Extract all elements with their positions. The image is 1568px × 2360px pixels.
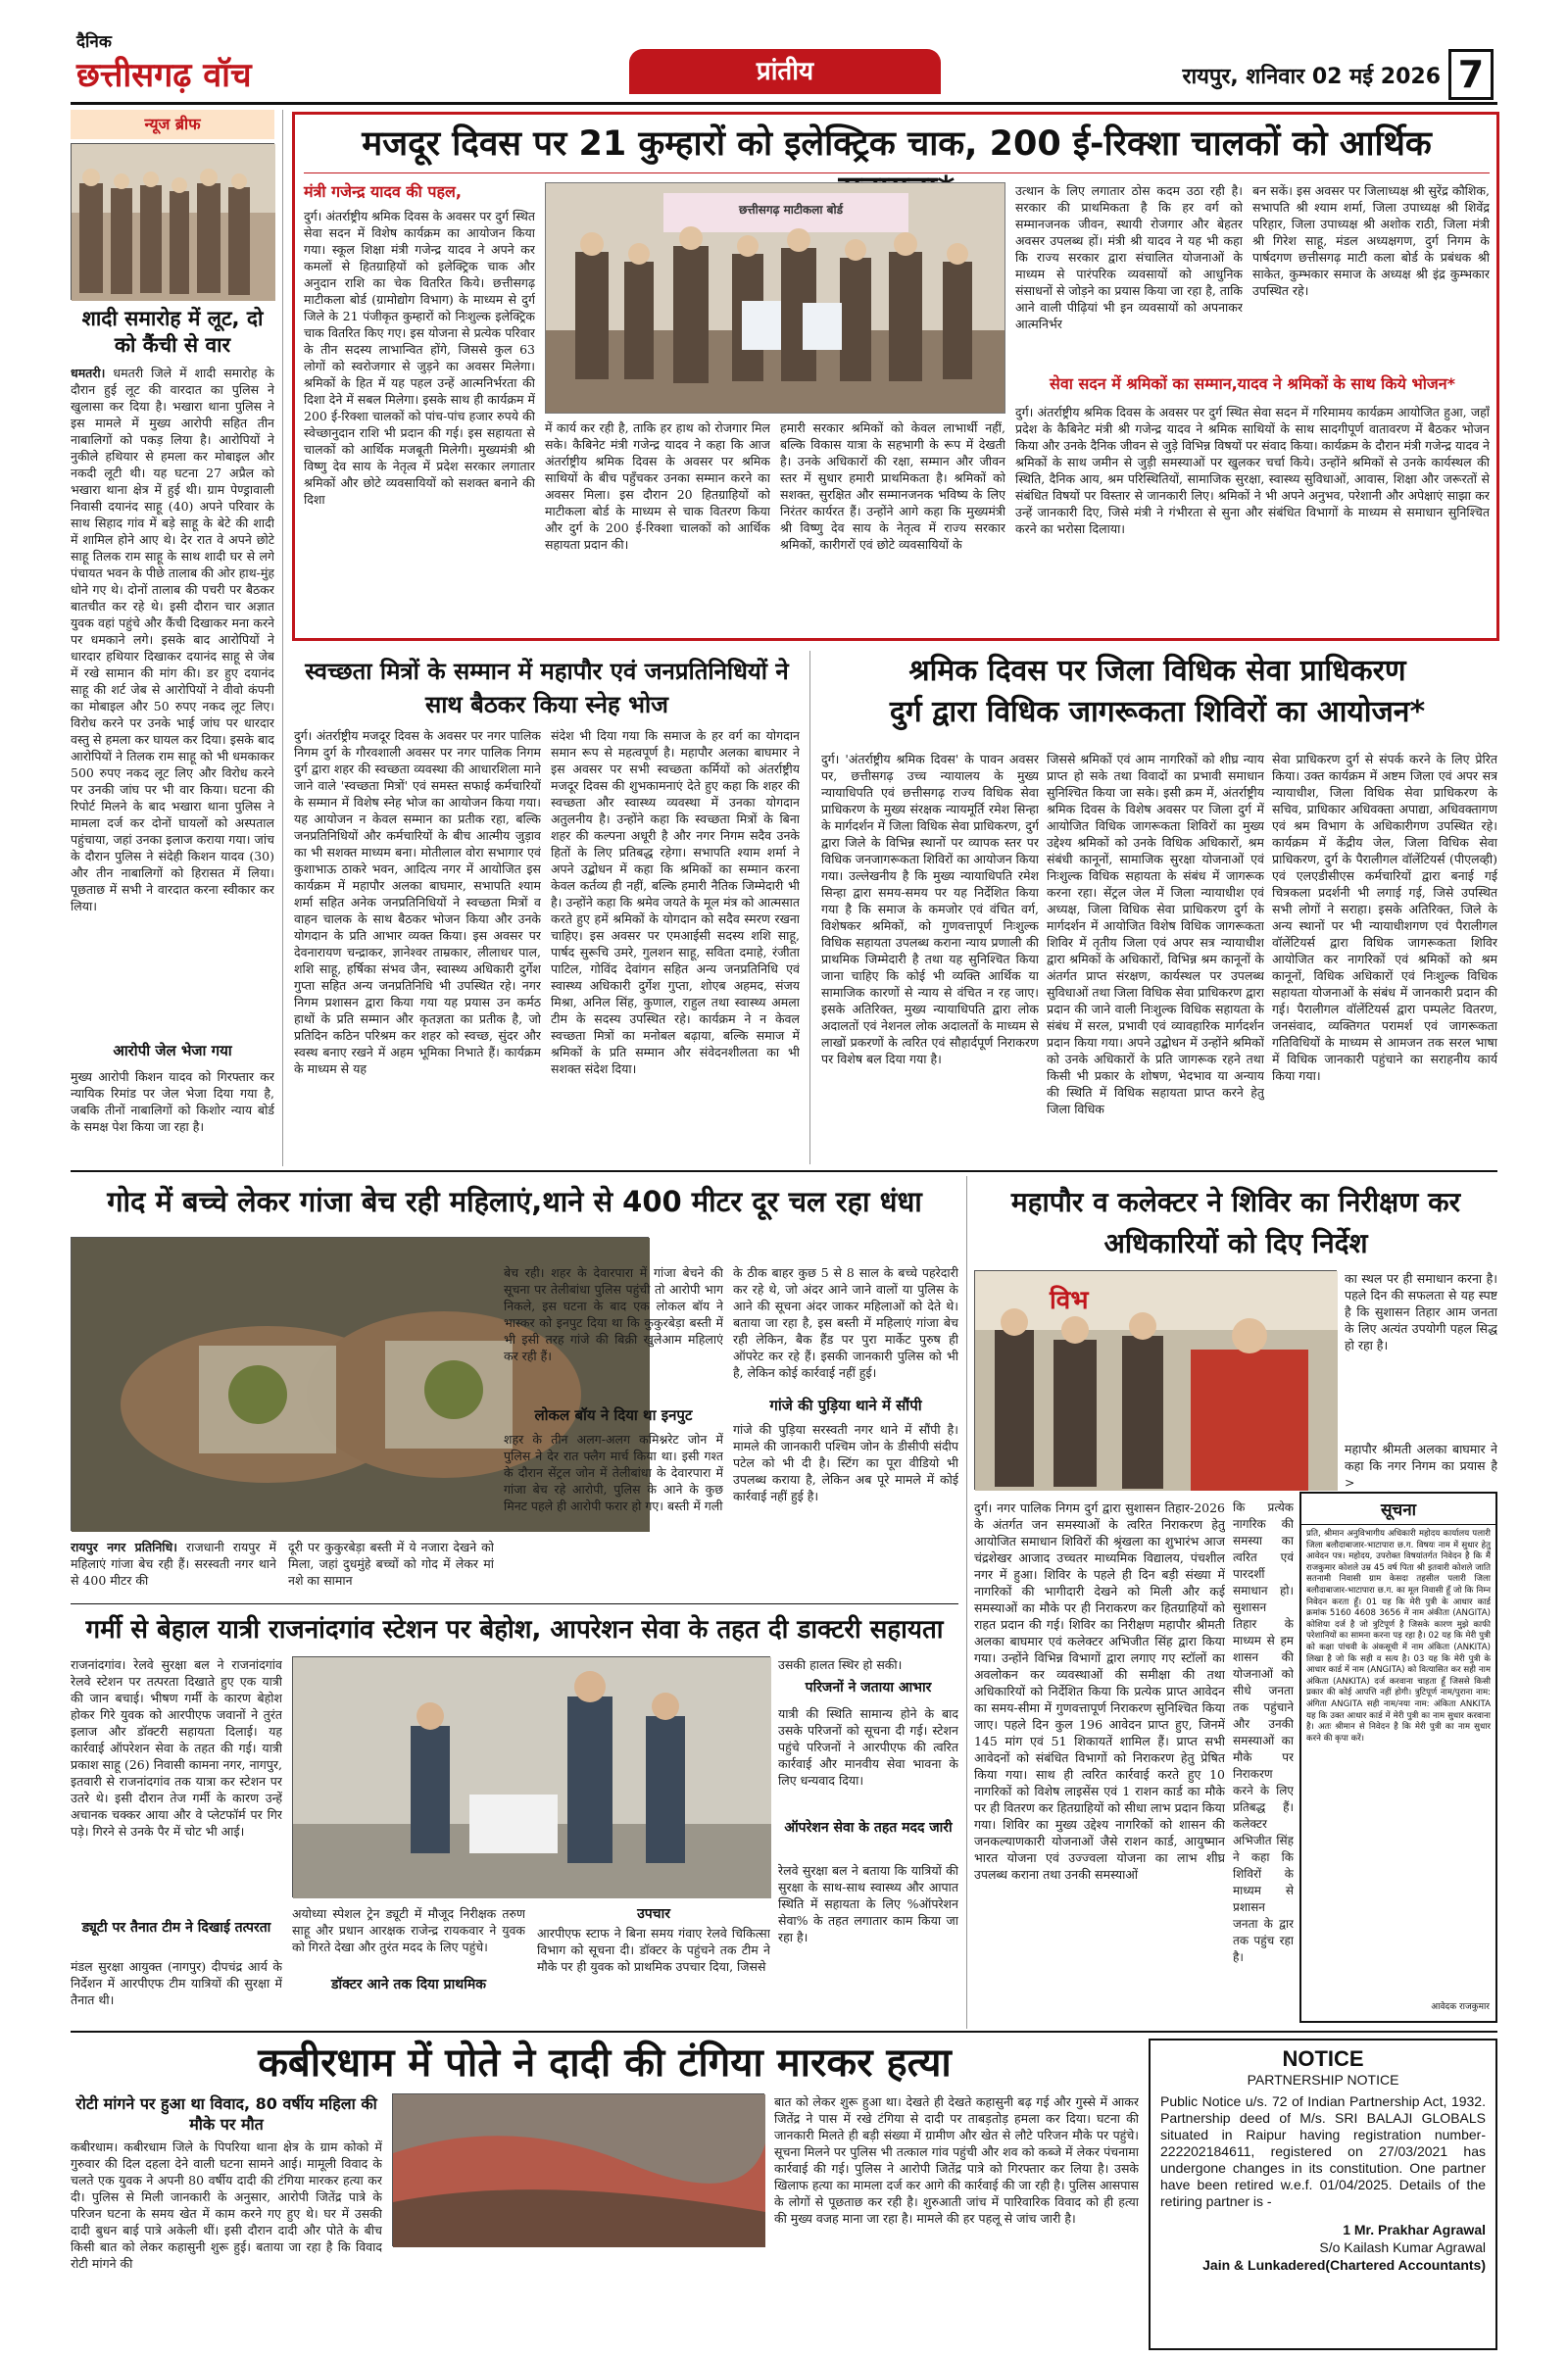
section-tab: प्रांतीय xyxy=(629,49,941,94)
suchna-signature: आवेदक राजकुमार xyxy=(1431,2002,1490,2012)
mahapaur-side-text-2: महापौर श्रीमती अलका बाघमार ने कहा कि नगर निगम का प्रयास है > xyxy=(1345,1442,1497,1490)
garmi-subhead-5: ऑपरेशन सेवा के तहत मदद जारी xyxy=(784,1820,953,1836)
ganja-byline: रायपुर नगर प्रतिनिधि। xyxy=(71,1540,177,1554)
mahapaur-photo xyxy=(974,1270,1337,1490)
lead-photo-art xyxy=(546,183,1005,414)
ganja-col-1b: शहर के तीन अलग-अलग कमिश्नरेट जोन में पुलिस ने देर रात फ्लैग मार्च किया था। इसी गश्त के दौरान सेंट्रल जोन में तेलीबांधा के देवारपारा में गांजा बेच रहे आरोपी, पुलिस के आने के कुछ मिनट पहले ही आरोपी फरार हो गए। बस्ती में गली xyxy=(504,1432,723,1513)
garmi-col-1b: मंडल सुरक्षा आयुक्त (नागपुर) दीपचंद्र आर्य के निर्देशन में आरपीएफ टीम यात्रियों की सुरक्षा में तैनात थी। xyxy=(71,1959,282,2007)
kabirdham-headline: कबीरधाम में पोते ने दादी की टंगिया मारकर हत्या xyxy=(258,2040,952,2086)
lead-col-2: में कार्य कर रही है, ताकि हर हाथ को रोजगार मिल सके। कैबिनेट मंत्री गजेन्द्र यादव ने कहा कि आज अंतर्राष्ट्रीय श्रमिक दिवस के अवसर पर श्रमिक साथियों के बीच पहुँचकर उनका सम्मान करने का अवसर मिला। इस दौरान 20 हितग्राहियों को माटीकला बोर्ड के माध्यम से चाक वितरण किया और दुर्ग के 200 ई-रिक्शा चालकों को आर्थिक सहायता प्रदान की। xyxy=(545,420,770,552)
news-brief-text: धमतरी जिले में शादी समारोह के दौरान हुई लूट की वारदात का पुलिस ने खुलासा कर दिया है। भखारा थाना पुलिस ने इस मामले में मुख्य आरोपी सहित तीन नाबालिगों को पकड़ लिया है। आरोपियों ने नुकीले हथियार से हमला कर मोबाइल और नकदी लूटी थी। यह घटना 27 अप्रैल को भखारा थाना क्षेत्र में हुई थी। ग्राम पेण्ड्रावाली निवासी दयानंद साहू (40) अपने परिवार के साथ सिहाद गांव में बड़े साहू के बेटे की शादी में शामिल होने आए थे। देर रात वे अपने छोटे साहू तिलक राम साहू के साथ शादी घर से लगे पंचायत भवन के पीछे तालाब की ओर हाथ-मुंह धोने गए थे। दोनों तालाब की पचरी पर बैठकर बातचीत कर रहे थे। इसी दौरान चार अज्ञात युवक वहां पहुंचे और कैंची दिखाकर मना करने पर धमकाने लगे। इसके बाद आरोपियों ने धारदार हथियार दिखाकर दयानंद साहू से जेब में रखे सामान की मांग की। डर हुए दयानंद साहू की शर्ट जेब से आरोपियों ने वीवो कंपनी का मोबाइल और 50 रुपए नकद लूट लिए। विरोध करने पर उनके भाई जांघ पर धारदार वस्तु से हमला कर घायल कर दिया। इसके बाद आरोपियों ने तिलक राम साहू को भी धमकाकर 500 रुपए नकद लूट लिए और विरोध करने पर उनकी जांघ पर भी वार किया। घटना की रिपोर्ट मिलने के बाद भखारा थाना पुलिस ने मामला दर्ज कर दोनों घायलों को अस्पताल पहुंचाया, जहां उनका इलाज कराया गया। जांच के दौरान पुलिस ने संदेही किशन यादव (30) और तीन नाबालिगों को हिरासत में लिया। पूछताछ में सभी ने वारदात करना स्वीकार कर लिया। xyxy=(71,366,274,913)
newspaper-logo: छत्तीसगढ़ वॉच xyxy=(76,56,252,95)
mahapaur-headline: महापौर व कलेक्टर ने शिविर का निरीक्षण कर अधिकारियों को दिए निर्देश xyxy=(1010,1186,1461,1259)
garmi-subhead-4: परिजनों ने जताया आभार xyxy=(805,1680,932,1696)
notice-partner: 1 Mr. Prakhar Agrawal xyxy=(1343,2222,1486,2237)
kabirdham-photo xyxy=(392,2093,764,2246)
mahapaur-col-1: दुर्ग। नगर पालिक निगम दुर्ग द्वारा सुशासन तिहार-2026 के अंतर्गत जन समस्याओं के त्वरित निराकरण हेतु आयोजित समाधान शिविरों की श्रृंखला का शुभारंभ आज चंद्रशेखर आजाद उच्चतर माध्यमिक विद्यालय, पंचशील नगर में हुआ। शिविर के पहले ही दिन बड़ी संख्या में नागरिकों की भागीदारी देखने को मिली और कई समस्याओं का मौके पर ही निराकरण कर हितग्राहियों को राहत प्रदान की गई। शिविर का निरीक्षण महापौर श्रीमती अलका बाघमार एवं कलेक्टर अभिजीत सिंह द्वारा किया गया। उन्होंने विभिन्न विभागों द्वारा लगाए गए स्टॉलों का अवलोकन कर व्यवस्थाओं की समीक्षा की तथा अधिकारियों को निर्देशित किया कि प्रत्येक प्राप्त आवेदन का समय-सीमा में गुणवत्तापूर्ण निराकरण सुनिश्चित किया जाए। पहले दिन कुल 196 आवेदन प्राप्त हुए, जिनमें 145 मांग एवं 51 शिकायतें शामिल हैं। प्राप्त सभी आवेदनों को संबंधित विभागों को निराकरण हेतु प्रेषित किया गया। साथ ही त्वरित कार्रवाई करते हुए 10 नागरिकों को विशेष लाइसेंस एवं 1 राशन कार्ड का मौके पर ही वितरण कर हितग्राहियों को सीधा लाभ प्रदान किया गया। शिविर का मुख्य उद्देश्य नागरिकों को शासन की जनकल्याणकारी योजनाओं जैसे राशन कार्ड, आयुष्मान भारत योजना एवं उज्ज्वला योजना का लाभ शीघ्र उपलब्ध कराना तथा उनकी समस्याओं xyxy=(974,1500,1225,1882)
lead-subhead-2: सेवा सदन में श्रमिकों का सम्मान,यादव ने श्रमिकों के साथ किये भोजन* xyxy=(1015,372,1490,394)
garmi-photo-art xyxy=(293,1657,771,1898)
ganja-col-0b: दूरी पर कुकुरबेड़ा बस्ती में ये नजारा देखने को मिला, जहां दुधमुंहे बच्चों को गोद में लेकर मां नशे का सामान xyxy=(288,1540,494,1588)
masthead xyxy=(0,0,1568,102)
notice-partner-father: S/o Kailash Kumar Agrawal xyxy=(1319,2239,1486,2255)
kabirdham-photo-art xyxy=(393,2094,765,2247)
swachhata-headline: स्वच्छता मित्रों के सम्मान में महापौर एवं जनप्रतिनिधियों ने साथ बैठकर किया स्नेह भोज xyxy=(305,658,789,718)
lead-photo xyxy=(545,182,1005,414)
ganja-col-1: बेच रही। शहर के देवारपारा में गांजा बेचने की सूचना पर तेलीबांधा पुलिस पहुंची तो आरोपी भाग निकले, इस घटना के बाद एक लोकल बॉय ने भास्कर को इनपुट दिया था कि कुकुरबेड़ा बस्ती में भी इसी तरह गांजे की बिक्री खुलेआम महिलाएं कर रही हैं। xyxy=(504,1265,723,1363)
swachhata-col-2: संदेश भी दिया गया कि समाज के हर वर्ग का योगदान समान रूप से महत्वपूर्ण है। महापौर अलका बाघमार ने इस अवसर पर सभी स्वच्छता कर्मियों को अंतर्राष्ट्रीय मजदूर दिवस की शुभकामनाएं देते हुए कहा कि शहर की स्वच्छता और स्वास्थ्य व्यवस्था में उनका योगदान अतुलनीय है। उन्होंने कहा कि स्वच्छता मित्रों के बिना शहर की कल्पना अधूरी है और नगर निगम सदैव उनके हितों के लिए प्रतिबद्ध रहेगा। सभापति श्याम शर्मा ने अपने उद्बोधन में कहा कि श्रमिकों का सम्मान करना केवल कर्तव्य ही नहीं, बल्कि हमारी नैतिक जिम्मेदारी भी है। उन्होंने कहा कि श्रमेव जयते के मूल मंत्र को आत्मसात करते हुए हमें श्रमिकों के योगदान को सदैव स्मरण रखना चाहिए। इस अवसर पर एमआईसी सदस्य शशि साहू, पार्षद सुरूचि उमरे, गुलशन साहू, सविता दमाहे, रंजीता पाटिल, गोविंद देवांगन सहित अन्य जनप्रतिनिधि एवं स्वास्थ्य अधिकारी दुर्गेश गुप्ता, शोएब अहमद, संजय मिश्रा, अनिल सिंह, कुणाल, राहुल तथा स्वास्थ्य अमला टीम के सदस्य उपस्थित रहे। कार्यक्रम ने न केवल स्वच्छता मित्रों का मनोबल बढ़ाया, बल्कि समाज में श्रमिकों के प्रति सम्मान और संवेदनशीलता का भी सशक्त संदेश दिया। xyxy=(551,728,800,1076)
garmi-subhead-2: डॉक्टर आने तक दिया प्राथमिक xyxy=(331,1977,486,1992)
ganja-subhead-1: लोकल बॉय ने दिया था इनपुट xyxy=(534,1406,693,1424)
garmi-subhead-3: उपचार xyxy=(637,1906,670,1922)
section-rule xyxy=(71,1603,958,1604)
issue-date: रायपुर, शनिवार 02 मई 2026 xyxy=(1182,65,1441,89)
news-brief-dateline: धमतरी। xyxy=(71,366,106,380)
vidhik-headline-2: दुर्ग द्वारा विधिक जागरूकता शिविरों का आयोजन* xyxy=(889,695,1426,729)
photo-banner-text: छत्तीसगढ़ माटीकला बोर्ड xyxy=(738,203,844,217)
police-photo xyxy=(71,143,274,300)
news-brief-headline: शादी समारोह में लूट, दो को कैंची से वार xyxy=(81,307,264,357)
kabirdham-col-1: कबीरधाम। कबीरधाम जिले के पिपरिया थाना क्षेत्र के ग्राम कोको में गुरुवार की दिल दहला देने वाली घटना सामने आई। मामूली विवाद के चलते एक युवक ने अपनी 80 वर्षीय दादी की टंगिया मारकर हत्या कर दी। पुलिस से मिली जानकारी के अनुसार, आरोपी जितेंद्र पात्रे के परिजन घटना के समय खेत में काम करने गए हुए थे। घर में उसकी दादी बुधन बाई पात्रे अकेली थीं। इसी दौरान दादी और पोते के बीच किसी बात को लेकर कहासुनी शुरू हुई। बताया जा रहा है कि विवाद रोटी मांगने की xyxy=(71,2139,382,2271)
masthead-rule xyxy=(71,102,1497,105)
lead-col-4: उत्थान के लिए लगातार ठोस कदम उठा रही है। सरकार की प्राथमिकता है कि हर वर्ग को सम्मानजनक जीवन, स्थायी रोजगार और बेहतर अवसर उपलब्ध हों। मंत्री श्री यादव ने यह भी कहा कि राज्य सरकार द्वारा संचालित योजनाओं के माध्यम से पारंपरिक व्यवसायों को आधुनिक संसाधनों से जोड़ने का प्रयास किया जा रहा है, ताकि आने वाली पीढ़ियां भी इन व्यवसायों को अपनाकर आत्मनिर्भर xyxy=(1015,183,1243,331)
garmi-col-2: अयोध्या स्पेशल ट्रेन ड्यूटी में मौजूद निरीक्षक तरुण साहू और प्रधान आरक्षक राजेन्द्र रायकवार ने युवक को गिरते देखा और तुरंत मदद के लिए पहुंचे। xyxy=(292,1906,525,1954)
mahapaur-photo-caption: विभ xyxy=(1050,1286,1089,1315)
news-brief-subhead: आरोपी जेल भेजा गया xyxy=(113,1042,232,1059)
ganja-col-2: के ठीक बाहर कुछ 5 से 8 साल के बच्चे पहरेदारी कर रहे थे, जो अंदर आने जाने वालों या पुलिस के आने की सूचना अंदर जाकर महिलाओं को देते थे। बताया जा रहा है, इस बस्ती में महिलाएं गांजा बेच रही लेकिन, बैक हैंड पर पुरा मार्केट पुरुष ही ऑपरेट कर रहे हैं। इसकी जानकारी पुलिस को भी है, लेकिन कोई कार्रवाई नहीं हुई। xyxy=(733,1265,958,1380)
mahapaur-side-text: का स्थल पर ही समाधान करना है। पहले दिन की सफलता से यह स्पष्ट है कि सुशासन तिहार आम जनता के लिए अत्यंत उपयोगी पहल सिद्ध हो रहा है। xyxy=(1345,1271,1497,1352)
lead-col-1: दुर्ग। अंतर्राष्ट्रीय श्रमिक दिवस के अवसर पर दुर्ग स्थित सेवा सदन में विशेष कार्यक्रम का आयोजन किया गया। स्कूल शिक्षा मंत्री गजेन्द्र यादव ने अपने कर कमलों से हितग्राहियों को इलेक्ट्रिक चाक और अनुदान राशि का चेक वितरित किये। छत्तीसगढ़ माटीकला बोर्ड (ग्रामोद्योग विभाग) के माध्यम से दुर्ग जिले के 21 पंजीकृत कुम्हारों को निःशुल्क इलेक्ट्रिक चाक वितरित किए गए। इस योजना से प्रत्येक परिवार के तीन सदस्य लाभान्वित होंगे, जिससे कुल 63 लोगों को स्वरोजगार से जुड़ने का अवसर मिलेगा। श्रमिकों के हित में यह पहल उन्हें आत्मनिर्भरता की दिशा देने में सबल मिलेगा। इसके साथ ही कार्यक्रम में 200 ई-रिक्शा चालकों को पांच-पांच हजार रुपये की स्वेच्छानुदान राशि भी प्रदान की गई। इस सहायता से चालकों को आर्थिक मजबूती मिलेगी। मुख्यमंत्री श्री विष्णु देव साय के नेतृत्व में प्रदेश सरकार लगातार श्रमिकों और छोटे व्यवसायियों को सशक्त बनाने की दिशा xyxy=(304,209,535,507)
notice-title: NOTICE xyxy=(1282,2046,1364,2071)
vidhik-col-2: जिससे श्रमिकों एवं आम नागरिकों को शीघ्र न्याय प्राप्त हो सके तथा विवादों का प्रभावी समाधान सुनिश्चित किया जा सके। इसी क्रम में, अंतर्राष्ट्रीय श्रमिक दिवस के विशेष अवसर पर जिला दुर्ग में आयोजित विधिक जागरूकता शिविरों का मुख्य उद्देश्य श्रमिकों को उनके विधिक अधिकारों, श्रम संबंधी कानूनों, सामाजिक सुरक्षा योजनाओं एवं निःशुल्क विधिक सहायता के संबंध में जागरूक करना रहा। सेंट्रल जेल में जिला न्यायाधीश एवं अध्यक्ष, जिला विधिक सेवा प्राधिकरण दुर्ग के मार्गदर्शन में आयोजित विशेष विधिक जागरूकता शिविर में तृतीय जिला एवं अपर सत्र न्यायाधीश द्वारा श्रमिकों के अधिकारों, विभिन्न श्रम कानूनों के अंतर्गत प्राप्त संरक्षण, कार्यस्थल पर उपलब्ध सुविधाओं तथा जिला विधिक सेवा प्राधिकरण द्वारा प्रदान की जाने वाली निःशुल्क विधिक सहायता के संबंध में सरल, प्रभावी एवं व्यावहारिक मार्गदर्शन प्रदान किया गया। अपने उद्बोधन में उन्होंने श्रमिकों को उनके अधिकारों के प्रति जागरूक रहने तथा किसी भी प्रकार के शोषण, भेदभाव या अन्याय की स्थिति में विधिक सहायता प्राप्त करने हेतु जिला विधिक xyxy=(1047,752,1264,1116)
ganja-col-2b: गांजे की पुड़िया सरस्वती नगर थाने में सौंपी है। मामले की जानकारी पश्चिम जोन के डीसीपी संदीप पटेल को भी दी है। स्टिंग का पूरा वीडियो भी उपलब्ध कराया है, लेकिन अब पूरे मामले में कोई कार्रवाई नहीं हुई है। xyxy=(733,1422,958,1503)
vidhik-headline-1: श्रमिक दिवस पर जिला विधिक सेवा प्राधिकरण xyxy=(908,654,1406,688)
notice-firm: Jain & Lunkadered(Chartered Accountants) xyxy=(1202,2257,1486,2273)
ganja-subhead-2: गांजे की पुड़िया थाने में सौंपी xyxy=(769,1397,922,1414)
garmi-headline: गर्मी से बेहाल यात्री राजनांदगांव स्टेशन पर बेहोश, आपरेशन सेवा के तहत दी डाक्टरी सहायता xyxy=(85,1615,944,1645)
ganja-headline: गोद में बच्चे लेकर गांजा बेच रही महिलाएं,थाने से 400 मीटर दूर चल रहा धंधा xyxy=(107,1185,922,1218)
column-divider xyxy=(282,110,283,1166)
vidhik-col-3: सेवा प्राधिकरण दुर्ग से संपर्क करने के लिए प्रेरित किया। उक्त कार्यक्रम में अष्टम जिला एवं अपर सत्र न्यायाधीश, जिला विधिक सेवा प्राधिकरण के सचिव, प्राधिकार अधिवक्ता अपाद्या, अधिवक्तागण एवं श्रम विभाग के अधिकारीगण उपस्थित रहे। कार्यक्रम में केंद्रीय जेल, जिला विधिक सेवा प्राधिकरण, दुर्ग के पैरालीगल वॉलेंटियर्स (पीएलव्ही) एवं एलएडीसीएस कर्मचारियों द्वारा बनाई गई चित्रकला प्रदर्शनी भी लगाई गई, जिसे उपस्थित सभी लोगों ने सराहा। इसके अतिरिक्त, जिले के अन्य स्थानों पर भी न्यायाधीशगण एवं पैरालीगल वॉलेंटियर्स द्वारा विधिक जागरूकता शिविर आयोजित कर नागरिकों एवं श्रमिकों को श्रम कानूनों, विधिक अधिकारों एवं निःशुल्क विधिक सहायता योजनाओं के संबंध में जानकारी प्रदान की गई। पैरालीगल वॉलेंटियर्स द्वारा पम्पलेट वितरण, जनसंवाद, व्यक्तिगत परामर्श एवं जागरूकता गतिविधियों के माध्यम से आमजन तक सरल भाषा में विधिक जानकारी पहुंचाने का सराहनीय कार्य किया गया। xyxy=(1272,752,1497,1083)
garmi-subhead-1: ड्यूटी पर तैनात टीम ने दिखाई तत्परता xyxy=(81,1920,271,1936)
mahapaur-photo-art xyxy=(975,1271,1338,1491)
lead-headline: मजदूर दिवस पर 21 कुम्हारों को इलेक्ट्रिक चाक, 200 ई-रिक्शा चालकों को आर्थिक xyxy=(362,124,1432,164)
lead-col-5: बन सकें। इस अवसर पर जिलाध्यक्ष श्री सुरेंद्र कौशिक, सभापति श्री श्याम शर्मा, जिला उपाध्यक्ष श्री शिवेंद्र परिहार, जिला उपाध्यक्ष श्री अशोक राठी, जिला मंत्री श्री गिरेश साहू, मंडल अध्यक्षगण, दुर्ग निगम के पार्षदगण छत्तीसगढ़ माटी कला बोर्ड के प्रबंधक श्री साकेत, कुम्भकार समाज के अध्यक्ष श्री इंद्र कुम्भकार उपस्थित रहे। xyxy=(1252,183,1490,298)
kabirdham-col-2: बात को लेकर शुरू हुआ था। देखते ही देखते कहासुनी बढ़ गई और गुस्से में आकर जितेंद्र ने पास में रखे टंगिया से दादी पर ताबड़तोड़ हमला कर दिया। घटना की जानकारी मिलते ही बड़ी संख्या में ग्रामीण और खेत से लौटे परिजन मौके पर पहुंचे। सूचना मिलने पर पुलिस भी तत्काल गांव पहुंची और शव को कब्जे में लेकर पंचनामा कार्रवाई की गई। पुलिस ने आरोपी जितेंद्र पात्रे को गिरफ्तार कर लिया है। उसके खिलाफ हत्या का मामला दर्ज कर आगे की कार्रवाई की जा रही है। पुलिस आसपास के लोगों से पूछताछ कर रही है। शुरुआती जांच में पारिवारिक विवाद को ही हत्या की मुख्य वजह माना जा रहा है। मामले की हर पहलू से जांच जारी है। xyxy=(774,2094,1139,2226)
garmi-col-4-top: उसकी हालत स्थिर हो सकी। xyxy=(778,1657,903,1672)
logo-small-text: दैनिक xyxy=(76,32,112,52)
garmi-col-4: यात्री की स्थिति सामान्य होने के बाद उसके परिजनों को सूचना दी गई। स्टेशन पहुंचे परिजनों ने आरपीएफ की त्वरित कार्रवाई और मानवीय सेवा भावना के लिए धन्यवाद दिया। xyxy=(778,1706,958,1788)
swachhata-col-1: दुर्ग। अंतर्राष्ट्रीय मजदूर दिवस के अवसर पर नगर पालिक निगम दुर्ग के गौरवशाली अवसर पर नगर पालिक निगम दुर्ग द्वारा शहर की स्वच्छता व्यवस्था की आधारशिला माने जाने वाले 'स्वच्छता मित्रों' एवं समस्त सफाई कर्मचारियों के सम्मान में विशेष स्नेह भोज का आयोजन किया गया। यह आयोजन न केवल सम्मान का प्रतीक रहा, बल्कि जनप्रतिनिधियों और कर्मचारियों के बीच आत्मीय जुड़ाव का भी सशक्त माध्यम बना। मोतीलाल वोरा सभागार एवं कुशाभाऊ ठाकरे भवन, आदित्य नगर में आयोजित इस कार्यक्रम में महापौर अलका बाघमार, सभापति श्याम शर्मा सहित अनेक जनप्रतिनिधियों ने स्वच्छता मित्रों व वाहन चालक के साथ बैठकर भोजन किया और उनके योगदान के प्रति आभार व्यक्त किया। इस अवसर पर देवनारायण चन्द्राकर, ज्ञानेश्वर ताम्रकार, लीलाधर पाल, शशि साहू, हर्षिका संभव जैन, स्वास्थ्य अधिकारी दुर्गेश गुप्ता सहित अन्य जनप्रतिनिधि भी उपस्थित रहे। नगर निगम प्रशासन द्वारा किया गया यह प्रयास उन कर्मठ हाथों के प्रति सम्मान और कृतज्ञता का प्रतीक है, जो प्रतिदिन कठिन परिश्रम कर शहर को स्वच्छ, सुंदर और स्वस्थ बनाए रखने में अहम भूमिका निभाते हैं। कार्यक्रम के माध्यम से यह xyxy=(294,728,541,1076)
news-brief-label: न्यूज ब्रीफ xyxy=(71,110,274,139)
police-photo-art xyxy=(72,144,275,301)
ganja-col-0 xyxy=(71,1539,276,1598)
section-rule xyxy=(71,1170,1497,1172)
news-brief-body2: मुख्य आरोपी किशन यादव को गिरफ्तार कर न्यायिक रिमांड पर जेल भेजा दिया गया है, जबकि तीनों नाबालिगों को किशोर न्याय बोर्ड के समक्ष पेश किया जा रहा है। xyxy=(71,1069,274,1134)
garmi-col-1: राजनांदगांव। रेलवे सुरक्षा बल ने राजनांदगांव रेलवे स्टेशन पर तत्परता दिखाते हुए एक यात्री की जान बचाई। भीषण गर्मी के कारण बेहोश होकर गिरे युवक को आरपीएफ जवानों ने तुरंत इलाज और डॉक्टरी सहायता दिलाई। यह कार्रवाई ऑपरेशन सेवा के तहत की गई। यात्री प्रकाश साहू (26) निवासी कामना नगर, नागपुर, इतवारी से राजनांदगांव तक यात्रा कर स्टेशन पर उतरे थे। इसी दौरान तेज गर्मी के कारण उन्हें अचानक चक्कर आया और वे प्लेटफॉर्म पर गिर पड़े। गिरने से उनके पैर में चोट भी आई। xyxy=(71,1657,282,1839)
garmi-col-3: आरपीएफ स्टाफ ने बिना समय गंवाए रेलवे चिकित्सा विभाग को सूचना दी। डॉक्टर के पहुंचने तक टीम ने मौके पर ही युवक को प्राथमिक उपचार दिया, जिससे xyxy=(537,1926,770,1974)
garmi-col-4b: रेलवे सुरक्षा बल ने बताया कि यात्रियों की सुरक्षा के साथ-साथ स्वास्थ्य और आपात स्थिति में सहायता के लिए %ऑपरेशन सेवा% के तहत लगातार काम किया जा रहा है। xyxy=(778,1863,958,1944)
garmi-photo xyxy=(292,1656,770,1897)
suchna-body: प्रति, श्रीमान अनुविभागीय अधिकारी महोदय कार्यालय पलारी जिला बलौदाबाजार-भाटापारा छ.ग. विषयः नाम में सुधार हेतु आवेदन पत्र। महोदय, उपरोक्त विषयांतर्गत निवेदन है कि मैं राजकुमार कोशले उम्र 45 वर्ष पिता श्री इतवारी कोशले जाति सतनामी निवासी ग्राम केसदा तहसील पलारी जिला बलौदाबाजार-भाटापारा छ.ग. का मूल निवासी हूँ जो कि निम्न निवेदन करता हूँ। 01 यह कि मेरी पुत्री के आधार कार्ड क्रमांक 5160 4608 3656 में नाम अंकीता (ANGITA) कोशिया दर्ज है जो त्रुटिपूर्ण है जिसके कारण मुझे काफी परेशानियों का सामना करना पड़ रहा है। 02 यह कि मेरी पुत्री को कक्षा पांचवी के अंकसूची में नाम अंकिता (ANKITA) लिखा है जो कि सही व सत्य है। 03 यह कि मेरी पुत्री के आधार कार्ड में नाम (ANGITA) को वित्यासित कर सही नाम अंकिता (ANKITA) दर्ज करवाना चाहता हूँ जिससे किसी प्रकार की कोई आपत्ति नहीं होगी। त्रुटिपूर्ण नाम/पुराना नाम: अंगिता ANGITA सही नाम/नया नाम: अंकिता ANKITA यह कि उक्त आधार कार्ड में मेरी पुत्री का नाम सुधार करवाना है। अतः श्रीमान से निवेदन है कि मेरी पुत्री का नाम सुधार करने की कृपा करें। xyxy=(1306,1529,1491,1744)
lead-rule xyxy=(304,172,1490,173)
lead-subhead: मंत्री गजेन्द्र यादव की पहल, xyxy=(304,182,462,201)
ganja-col-0-text: राजधानी रायपुर में महिलाएं गांजा बेच रही हैं। सरस्वती नगर थाने से 400 मीटर की xyxy=(71,1540,276,1588)
column-divider xyxy=(809,651,810,1164)
kabirdham-subhead: रोटी मांगने पर हुआ था विवाद, 80 वर्षीय महिला की मौके पर मौत xyxy=(75,2094,377,2134)
lead-col-3: हमारी सरकार श्रमिकों को केवल लाभार्थी नहीं, बल्कि विकास यात्रा के सहभागी के रूप में देखती है। उनके अधिकारों की रक्षा, सम्मान और जीवन स्तर में सुधार हमारी प्राथमिकता है। श्रमिकों को सशक्त, सुरक्षित और सम्मानजनक भविष्य के लिए निरंतर कार्यरत हैं। उन्होंने आगे कहा कि मुख्यमंत्री श्री विष्णु देव साय के नेतृत्व में राज्य सरकार श्रमिकों, कारीगरों एवं छोटे व्यवसायियों के xyxy=(780,420,1005,552)
suchna-title: सूचना xyxy=(1301,1494,1495,1525)
suchna-box xyxy=(1299,1492,1497,2023)
notice-body: Public Notice u/s. 72 of Indian Partnership Act, 1932. Partnership deed of M/s. SRI BALAJI GLOBALS situated in Raipur having registration number-222202184611, registered on 27/03/2021 has undergone changes in its constitution. One partner have been retired w.e.f. 01/04/2025. Details of the retiring partner is - xyxy=(1160,2093,1486,2209)
lead-col-6: दुर्ग। अंतर्राष्ट्रीय श्रमिक दिवस के अवसर पर दुर्ग स्थित सेवा सदन में गरिमामय कार्यक्रम आयोजित हुआ, जहाँ प्रदेश के कैबिनेट मंत्री श्री गजेन्द्र यादव ने श्रमिक साथियों के साथ सादगीपूर्ण वातावरण में बैठकर भोजन किया और उनके दैनिक जीवन से जुड़े विभिन्न विषयों पर संवाद किया। कार्यक्रम के दौरान मंत्री गजेन्द्र यादव ने श्रमिकों के साथ जमीन से जुड़ी समस्याओं पर खुलकर चर्चा किये। उन्होंने श्रमिकों से उनके कार्यस्थल की स्थिति, दैनिक आय, श्रम परिस्थितियों, सामाजिक सुरक्षा, स्वास्थ्य सुविधाओं, आवास, शिक्षा और जरूरतों से संबंधित विषयों पर विस्तार से जानकारी लिए। श्रमिकों ने भी अपने अनुभव, परेशानी और अपेक्षाएं साझा कर उन्हें जानकारी दिए, जिसे मंत्री ने गंभीरता से सुना और संबंधित विभागों के माध्यम से समाधान सुनिश्चित करने का भरोसा दिलाया। xyxy=(1015,405,1490,536)
notice-box xyxy=(1149,2039,1497,2350)
page-number: 7 xyxy=(1448,49,1494,100)
section-rule xyxy=(71,2031,1497,2033)
vidhik-col-1: दुर्ग। 'अंतर्राष्ट्रीय श्रमिक दिवस' के पावन अवसर पर, छत्तीसगढ़ उच्च न्यायालय के मुख्य न्यायाधिपति एवं छत्तीसगढ़ राज्य विधिक सेवा प्राधिकरण के मुख्य संरक्षक न्यायमूर्ति रमेश सिन्हा के मार्गदर्शन में जिला विधिक सेवा प्राधिकरण, दुर्ग द्वारा जिले के विभिन्न स्थानों पर व्यापक स्तर पर विधिक जनजागरूकता शिविरों का आयोजन किया गया। उल्लेखनीय है कि मुख्य न्यायाधिपति रमेश सिन्हा द्वारा समय-समय पर यह निर्देशित किया गया है कि समाज के कमजोर एवं वंचित वर्ग, विशेषकर श्रमिकों, को गुणवत्तापूर्ण निःशुल्क विधिक सहायता उपलब्ध कराना न्याय प्रणाली की प्राथमिक जिम्मेदारी है तथा यह सुनिश्चित किया जाना चाहिए कि कोई भी व्यक्ति आर्थिक या सामाजिक कारणों से न्याय से वंचित न रह जाए। इसके अतिरिक्त, मुख्य न्यायाधिपति द्वारा लोक अदालतों एवं नेशनल लोक अदालतों के माध्यम से लाखों प्रकरणों के त्वरित एवं सौहार्दपूर्ण निराकरण पर विशेष बल दिया गया है। xyxy=(821,752,1039,1066)
notice-subtitle: PARTNERSHIP NOTICE xyxy=(1247,2072,1399,2088)
column-divider xyxy=(966,1176,967,2029)
news-brief-body xyxy=(71,365,274,1033)
mahapaur-col-2: कि प्रत्येक नागरिक की समस्या का त्वरित एवं पारदर्शी समाधान हो। सुशासन तिहार के माध्यम से हम शासन की योजनाओं को सीधे जनता तक पहुंचाने और उनकी समस्याओं का मौके पर निराकरण करने के लिए प्रतिबद्ध हैं। कलेक्टर अभिजीत सिंह ने कहा कि शिविरों के माध्यम से प्रशासन जनता के द्वार तक पहुंच रहा है। xyxy=(1233,1500,1294,1964)
